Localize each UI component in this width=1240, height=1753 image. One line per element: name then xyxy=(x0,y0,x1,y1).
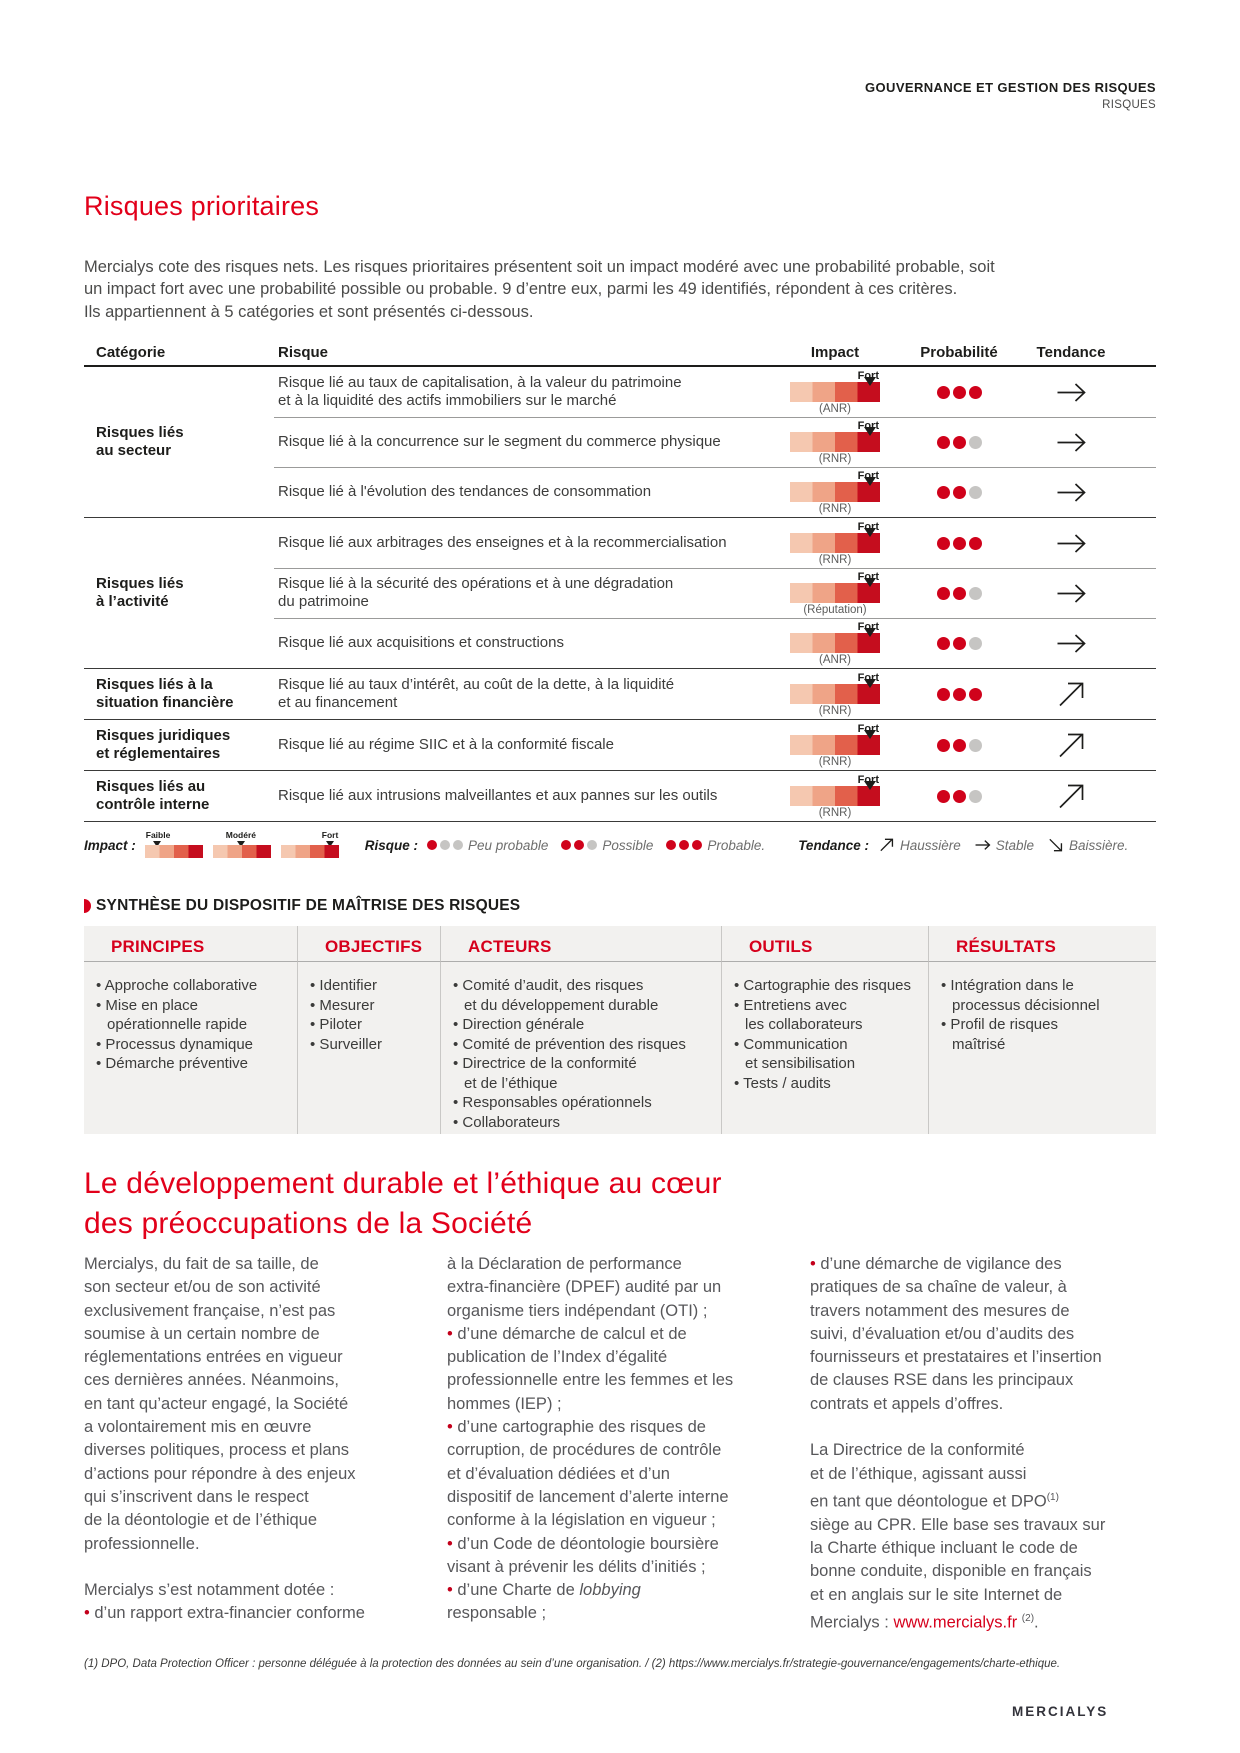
risk-category-label: Risques liés à la situation financière xyxy=(96,676,234,711)
impact-legend-text: Fort xyxy=(321,830,339,840)
impact-scale-bar xyxy=(213,845,271,858)
body-text-line: la Charte éthique incluant le code de xyxy=(810,1539,1078,1558)
body-text-line: travers notamment des mesures de xyxy=(810,1301,1070,1320)
impact-scale-bar xyxy=(790,432,880,452)
probability-dot xyxy=(969,436,982,449)
body-text-line: et d’évaluation dédiées et d’un xyxy=(447,1464,670,1483)
probability-dot xyxy=(969,386,982,399)
ethics-column-1 xyxy=(84,1253,408,1626)
body-text-line: Mercialys s’est notamment dotée : xyxy=(84,1581,335,1600)
trend-arrow-stable-icon xyxy=(974,837,991,853)
body-text-line: organisme tiers indépendant (OTI) ; xyxy=(447,1301,708,1320)
probability-dots xyxy=(937,486,982,499)
synthesis-item: • Direction générale xyxy=(453,1016,585,1033)
risk-row xyxy=(84,518,1156,568)
impact-level-label: Fort xyxy=(857,520,879,533)
synthesis-column xyxy=(440,962,721,1134)
probability-dots xyxy=(937,688,982,701)
probability-legend-item xyxy=(666,838,765,853)
risk-category-label: Risques liés au secteur xyxy=(96,424,184,459)
trend-legend-item xyxy=(974,837,1034,853)
trend-legend-text: Haussière xyxy=(899,837,961,853)
impact-level-label: Fort xyxy=(857,419,879,432)
risk-row xyxy=(84,771,1156,821)
impact-legend-mid xyxy=(213,830,271,860)
probability-dot xyxy=(937,486,950,499)
bullet-icon: • xyxy=(96,1035,102,1053)
synthesis-col-header: OBJECTIFS xyxy=(297,926,440,962)
impact-legend-low xyxy=(145,830,203,860)
col-header-risk: Risque xyxy=(278,344,329,361)
impact-scope-label: (RNR) xyxy=(818,704,852,717)
probability-legend-item xyxy=(427,838,548,853)
impact-scale-bar xyxy=(790,583,880,603)
body-text-line: soumise à un certain nombre de xyxy=(84,1324,320,1343)
risk-category-label: Risques liés à l’activité xyxy=(96,575,184,610)
trend-arrow-stable-icon xyxy=(1055,628,1087,659)
body-text-line: de la déontologie et de l’éthique xyxy=(84,1511,318,1530)
risk-category-group xyxy=(84,770,1156,821)
trend-legend-item xyxy=(878,837,961,853)
bullet-icon: • xyxy=(941,977,947,994)
body-text-line: publication de l’Index d’égalité xyxy=(447,1348,668,1367)
synthesis-item: • Approche collaborative xyxy=(96,977,258,994)
trend-legend-item xyxy=(1047,837,1128,853)
probability-dot xyxy=(969,739,982,752)
impact-level-label: Fort xyxy=(857,773,879,786)
red-marker-icon xyxy=(84,899,91,913)
bullet-icon: • xyxy=(310,977,316,994)
impact-marker-icon xyxy=(864,628,876,637)
synthesis-item: • Comité de prévention des risques xyxy=(453,1035,686,1053)
probability-dot xyxy=(937,688,950,701)
body-text-line: qui s’inscrivent dans le respect xyxy=(84,1487,309,1506)
body-text-line: dispositif de lancement d’alerte interne xyxy=(447,1487,729,1506)
intro-line: Mercialys cote des risques nets. Les risques prioritaires présentent soit un impact modéré avec une probabilité probable, soit xyxy=(84,258,995,276)
impact-marker-icon xyxy=(864,730,876,739)
probability-dot xyxy=(969,537,982,550)
body-text-line: et de l’éthique, agissant aussi xyxy=(810,1464,1027,1483)
body-text-line: professionnelle entre les femmes et les xyxy=(447,1371,734,1390)
probability-dot xyxy=(953,486,966,499)
probability-dot xyxy=(969,587,982,600)
bullet-icon: • xyxy=(447,1534,453,1553)
probability-dot xyxy=(440,840,450,850)
synthesis-item: • Mise en place opérationnelle rapide xyxy=(96,996,248,1033)
body-text-line: en tant que déontologue et DPO$^{(1)}$ xyxy=(810,1491,1059,1511)
trend-arrow-stable-icon xyxy=(1055,427,1087,458)
col-header-impact: Impact xyxy=(810,344,860,361)
risk-row xyxy=(84,467,1156,517)
trend-arrow-down-icon xyxy=(1047,837,1064,853)
body-text-line: conforme à la législation en vigueur ; xyxy=(447,1511,716,1530)
risk-description: Risque lié à la concurrence sur le segment du commerce physique xyxy=(278,432,721,450)
bullet-icon: • xyxy=(447,1581,453,1600)
probability-legend-text: Possible xyxy=(602,837,654,853)
impact-scope-label: (RNR) xyxy=(818,452,852,465)
impact-legend-text: Faible xyxy=(145,830,171,840)
bullet-icon: • xyxy=(310,1035,316,1053)
probability-dots xyxy=(937,637,982,650)
probability-dots xyxy=(937,790,982,803)
body-text-line: responsable ; xyxy=(447,1604,547,1623)
probability-dot xyxy=(561,840,571,850)
probability-dots xyxy=(427,840,463,850)
synthesis-item: • Mesurer xyxy=(310,996,375,1014)
intro-paragraph xyxy=(84,256,1156,323)
synthesis-item: • Entretiens avec les collaborateurs xyxy=(734,996,863,1033)
impact-indicator xyxy=(790,370,880,415)
impact-scope-label: (RNR) xyxy=(818,806,852,819)
impact-indicator xyxy=(790,420,880,465)
body-text-line: • d’un rapport extra-financier conforme xyxy=(84,1604,365,1623)
synthesis-item: • Processus dynamique xyxy=(96,1035,254,1053)
body-text-line: corruption, de procédures de contrôle xyxy=(447,1441,722,1460)
probability-legend-item xyxy=(561,838,653,853)
synthesis-item: • Directrice de la conformité et de l’éthique xyxy=(453,1055,637,1092)
mercialys-logo: MERCIALYS xyxy=(1012,1704,1109,1719)
synthesis-col-header: PRINCIPES xyxy=(84,926,297,962)
body-text-line: contrats et appels d’offres. xyxy=(810,1394,1004,1413)
probability-dot xyxy=(969,637,982,650)
impact-marker-icon xyxy=(864,528,876,537)
body-text-line: exclusivement française, n’est pas xyxy=(84,1301,336,1320)
probability-dots xyxy=(666,840,702,850)
probability-dot xyxy=(937,790,950,803)
probability-dots xyxy=(937,739,982,752)
risk-category-group xyxy=(84,517,1156,668)
impact-marker-icon xyxy=(864,679,876,688)
impact-indicator xyxy=(790,774,880,819)
probability-dot xyxy=(953,790,966,803)
bullet-icon: • xyxy=(84,1604,90,1623)
intro-line: Ils appartiennent à 5 catégories et sont présentés ci-dessous. xyxy=(84,302,534,321)
impact-indicator xyxy=(790,470,880,515)
priority-risks-table xyxy=(84,339,1156,860)
ethics-section-title xyxy=(84,1164,722,1244)
synthesis-item: • Tests / audits xyxy=(734,1074,831,1092)
body-text-line: fournisseurs et prestataires et l’insertion xyxy=(810,1348,1102,1367)
probability-dot xyxy=(953,587,966,600)
probability-dot xyxy=(969,688,982,701)
impact-indicator xyxy=(790,672,880,717)
table-legend xyxy=(84,822,1156,860)
probability-dot xyxy=(953,637,966,650)
impact-marker-icon xyxy=(864,578,876,587)
risk-row xyxy=(84,669,1156,719)
synthesis-title: SYNTHÈSE DU DISPOSITIF DE MAÎTRISE DES RISQUES xyxy=(96,897,521,914)
body-text-line: a volontairement mis en œuvre xyxy=(84,1418,312,1437)
impact-scope-label: (ANR) xyxy=(819,402,851,415)
ethics-title-line1: Le développement durable et l’éthique au cœur xyxy=(84,1167,722,1200)
body-text-line: réglementations entrées en vigueur xyxy=(84,1348,343,1367)
impact-marker-icon xyxy=(864,781,876,790)
footnote-ref: (1) xyxy=(1046,1491,1059,1503)
col-header-category: Catégorie xyxy=(96,344,166,361)
impact-scale-bar xyxy=(790,382,880,402)
impact-indicator xyxy=(790,571,880,616)
impact-scale-bar xyxy=(145,845,203,858)
impact-marker-icon xyxy=(864,427,876,436)
synthesis-item: • Intégration dans le processus décisionnel xyxy=(941,977,1100,1014)
impact-scale-bar xyxy=(281,845,339,858)
risk-description: Risque lié aux intrusions malveillantes et aux pannes sur les outils xyxy=(278,786,718,804)
impact-level-label: Fort xyxy=(857,369,879,382)
bullet-icon: • xyxy=(96,996,102,1014)
footnote-ref: (2) xyxy=(1021,1612,1035,1624)
body-text-line: Mercialys : www.mercialys.fr $^{(2)}$. xyxy=(810,1612,1039,1632)
probability-dots xyxy=(937,386,982,399)
bullet-icon: • xyxy=(453,1016,459,1033)
page-title: Risques prioritaires xyxy=(84,191,320,221)
trend-arrow-up-icon xyxy=(1055,679,1087,710)
bullet-icon: • xyxy=(447,1418,453,1437)
risk-row xyxy=(84,367,1156,417)
synthesis-col-header: OUTILS xyxy=(721,926,928,962)
ethics-column-2 xyxy=(447,1253,771,1626)
body-text-line: • d’un Code de déontologie boursière xyxy=(447,1534,719,1553)
synthesis-item: • Identifier xyxy=(310,977,377,994)
bullet-icon: • xyxy=(734,1035,740,1053)
bullet-icon: • xyxy=(810,1255,816,1273)
impact-scale-bar xyxy=(790,633,880,653)
ethics-column-3 xyxy=(810,1253,1146,1635)
body-text-line: • d’une cartographie des risques de xyxy=(447,1418,706,1437)
body-text-line: hommes (IEP) ; xyxy=(447,1394,562,1413)
synthesis-col-header: RÉSULTATS xyxy=(928,926,1156,962)
bullet-icon: • xyxy=(734,996,740,1014)
trend-legend-text: Stable xyxy=(995,837,1035,853)
probability-dot xyxy=(453,840,463,850)
probability-dot xyxy=(587,840,597,850)
bullet-icon: • xyxy=(941,1016,947,1033)
risk-description: Risque lié à l'évolution des tendances de consommation xyxy=(278,482,652,500)
impact-scale-bar xyxy=(790,786,880,806)
probability-dot xyxy=(953,688,966,701)
bullet-icon: • xyxy=(453,1035,459,1053)
trend-arrow-stable-icon xyxy=(1055,377,1087,408)
body-text-line: diverses politiques, process et plans xyxy=(84,1441,350,1460)
probability-dot xyxy=(969,790,982,803)
probability-dot xyxy=(937,587,950,600)
impact-legend-text: Modéré xyxy=(225,830,256,840)
bullet-icon: • xyxy=(453,1094,459,1111)
body-text-line: • d’une démarche de calcul et de xyxy=(447,1324,687,1343)
risk-row xyxy=(84,568,1156,618)
probability-dot xyxy=(427,840,437,850)
probability-dot xyxy=(937,637,950,650)
impact-level-label: Fort xyxy=(857,570,879,583)
risk-row xyxy=(84,618,1156,668)
synthesis-item: • Piloter xyxy=(310,1016,362,1033)
probability-dot xyxy=(679,840,689,850)
body-text-line: ces dernières années. Néanmoins, xyxy=(84,1371,339,1390)
risk-category-group xyxy=(84,719,1156,770)
body-text-line: bonne conduite, disponible en français xyxy=(810,1562,1092,1581)
synthesis-column xyxy=(297,962,440,1134)
probability-dot xyxy=(937,386,950,399)
bullet-icon: • xyxy=(310,1016,316,1033)
synthesis-item: • Cartographie des risques xyxy=(734,977,912,994)
risk-row xyxy=(84,720,1156,770)
body-text-line: professionnelle. xyxy=(84,1534,200,1553)
legend-risk-label: Risque : xyxy=(364,837,419,853)
bullet-icon: • xyxy=(447,1324,453,1343)
impact-scale-bar xyxy=(790,684,880,704)
body-text-line: et en anglais sur le site Internet de xyxy=(810,1585,1063,1604)
impact-marker-icon xyxy=(864,377,876,386)
synthesis-title-row xyxy=(84,897,1156,915)
probability-legend-text: Peu probable xyxy=(468,837,549,853)
body-text-line: • d’une démarche de vigilance des xyxy=(810,1255,1062,1273)
impact-scale-bar xyxy=(790,533,880,553)
page-header xyxy=(865,80,1156,111)
impact-scope-label: (RNR) xyxy=(818,502,852,515)
bullet-icon: • xyxy=(96,1055,102,1072)
bullet-icon: • xyxy=(96,977,102,994)
bullet-icon: • xyxy=(453,1113,459,1131)
impact-indicator xyxy=(790,521,880,566)
trend-arrow-up-icon xyxy=(878,837,895,853)
impact-legend-high xyxy=(281,830,339,860)
body-text-line: La Directrice de la conformité xyxy=(810,1441,1025,1460)
trend-arrow-stable-icon xyxy=(1055,477,1087,508)
probability-dots xyxy=(561,840,597,850)
intro-line: un impact fort avec une probabilité possible ou probable. 9 d’entre eux, parmi les 49 identifiés, répondent à ces critères. xyxy=(84,280,958,299)
risk-category-label: Risques liés au contrôle interne xyxy=(96,778,210,813)
body-text-line: Mercialys, du fait de sa taille, de xyxy=(84,1255,319,1273)
impact-level-label: Fort xyxy=(857,671,879,684)
body-text-line: suivi, d’évaluation et/ou d’audits des xyxy=(810,1324,1075,1343)
synthesis-table xyxy=(84,926,1156,1134)
synthesis-item: • Démarche préventive xyxy=(96,1055,248,1072)
probability-dots xyxy=(937,537,982,550)
risk-category-group xyxy=(84,367,1156,517)
risk-description: Risque lié au taux de capitalisation, à la valeur du patrimoine et à la liquidité des actifs immobiliers sur le marché xyxy=(278,373,682,409)
synthesis-column xyxy=(721,962,928,1134)
body-text-line: son secteur et/ou de son activité xyxy=(84,1278,321,1297)
body-text-line: en tant qu’acteur engagé, la Société xyxy=(84,1394,349,1413)
impact-scale-bar xyxy=(790,482,880,502)
table-body xyxy=(84,367,1156,822)
impact-level-label: Fort xyxy=(857,722,879,735)
probability-dot xyxy=(953,739,966,752)
impact-scope-label: (Réputation) xyxy=(803,603,867,616)
probability-legend-text: Probable. xyxy=(707,837,766,853)
synthesis-col-header: ACTEURS xyxy=(440,926,721,962)
body-text-line: • d’une Charte de lobbying xyxy=(447,1581,641,1600)
trend-legend-text: Baissière. xyxy=(1069,837,1129,853)
impact-level-label: Fort xyxy=(857,620,879,633)
col-header-probability: Probabilité xyxy=(920,344,998,361)
table-header-row xyxy=(84,339,1156,367)
body-text-line: pratiques de sa chaîne de valeur, à xyxy=(810,1278,1067,1297)
synthesis-item: • Responsables opérationnels xyxy=(453,1094,652,1111)
bullet-icon: • xyxy=(453,1055,459,1072)
risk-description: Risque lié au taux d’intérêt, au coût de la dette, à la liquidité et au financement xyxy=(278,675,675,711)
synthesis-item: • Collaborateurs xyxy=(453,1113,560,1131)
probability-dot xyxy=(666,840,676,850)
probability-dot xyxy=(937,537,950,550)
body-text-line: extra-financière (DPEF) audité par un xyxy=(447,1278,722,1297)
risk-description: Risque lié aux arbitrages des enseignes et à la recommercialisation xyxy=(278,533,727,551)
risk-category-group xyxy=(84,668,1156,719)
trend-arrow-up-icon xyxy=(1055,730,1087,761)
body-text-line: à la Déclaration de performance xyxy=(447,1255,682,1273)
risk-description: Risque lié au régime SIIC et à la conformité fiscale xyxy=(278,735,614,753)
probability-dot xyxy=(937,436,950,449)
impact-scale-bar xyxy=(790,735,880,755)
impact-scope-label: (ANR) xyxy=(819,653,851,666)
risk-category-label: Risques juridiques et réglementaires xyxy=(96,727,231,762)
probability-dot xyxy=(953,537,966,550)
body-text-line: siège au CPR. Elle base ses travaux sur xyxy=(810,1515,1106,1534)
bullet-icon: • xyxy=(734,977,740,994)
trend-arrow-up-icon xyxy=(1055,781,1087,812)
ethics-title-line2: des préoccupations de la Société xyxy=(84,1207,533,1240)
synthesis-section xyxy=(84,897,1156,1134)
synthesis-item: • Surveiller xyxy=(310,1035,382,1053)
header-section-title: GOUVERNANCE ET GESTION DES RISQUES xyxy=(865,80,1156,95)
legend-impact-label: Impact : xyxy=(84,837,136,853)
synthesis-item: • Comité d’audit, des risques et du développement durable xyxy=(453,977,659,1014)
header-subsection: RISQUES xyxy=(1102,99,1156,111)
impact-indicator xyxy=(790,723,880,768)
synthesis-column xyxy=(84,962,297,1134)
probability-dot xyxy=(692,840,702,850)
synthesis-column xyxy=(928,962,1156,1134)
impact-indicator xyxy=(790,621,880,666)
probability-dot xyxy=(969,486,982,499)
body-text-line: de clauses RSE dans les principaux xyxy=(810,1371,1074,1390)
probability-dot xyxy=(953,436,966,449)
bullet-icon: • xyxy=(453,977,459,994)
trend-arrow-stable-icon xyxy=(1055,528,1087,559)
probability-dots xyxy=(937,587,982,600)
mercialys-website-link[interactable]: www.mercialys.fr xyxy=(893,1613,1018,1632)
bullet-icon: • xyxy=(310,996,316,1014)
risk-description: Risque lié à la sécurité des opérations et à une dégradation du patrimoine xyxy=(278,574,674,610)
bullet-icon: • xyxy=(734,1074,740,1092)
risk-description: Risque lié aux acquisitions et constructions xyxy=(278,633,564,651)
impact-level-label: Fort xyxy=(857,469,879,482)
trend-arrow-stable-icon xyxy=(1055,578,1087,609)
probability-dot xyxy=(574,840,584,850)
synthesis-item: • Communication et sensibilisation xyxy=(734,1035,856,1072)
impact-scope-label: (RNR) xyxy=(818,755,852,768)
footnote: (1) DPO, Data Protection Officer : personne déléguée à la protection des données au sein d’une organisation. / (2) https://www.mercialys.fr/strategie-gouvernance/engagements/charte-ethique. xyxy=(84,1658,1061,1670)
risk-row xyxy=(84,417,1156,467)
probability-dot xyxy=(937,739,950,752)
col-header-trend: Tendance xyxy=(1036,344,1106,361)
probability-dot xyxy=(953,386,966,399)
impact-scope-label: (RNR) xyxy=(818,553,852,566)
body-text-line: visant à prévenir les délits d’initiés ; xyxy=(447,1557,706,1576)
body-text-line: d’actions pour répondre à des enjeux xyxy=(84,1464,356,1483)
legend-trend-label: Tendance : xyxy=(798,837,869,853)
synthesis-item: • Profil de risques maîtrisé xyxy=(941,1016,1058,1053)
impact-marker-icon xyxy=(864,477,876,486)
probability-dots xyxy=(937,436,982,449)
